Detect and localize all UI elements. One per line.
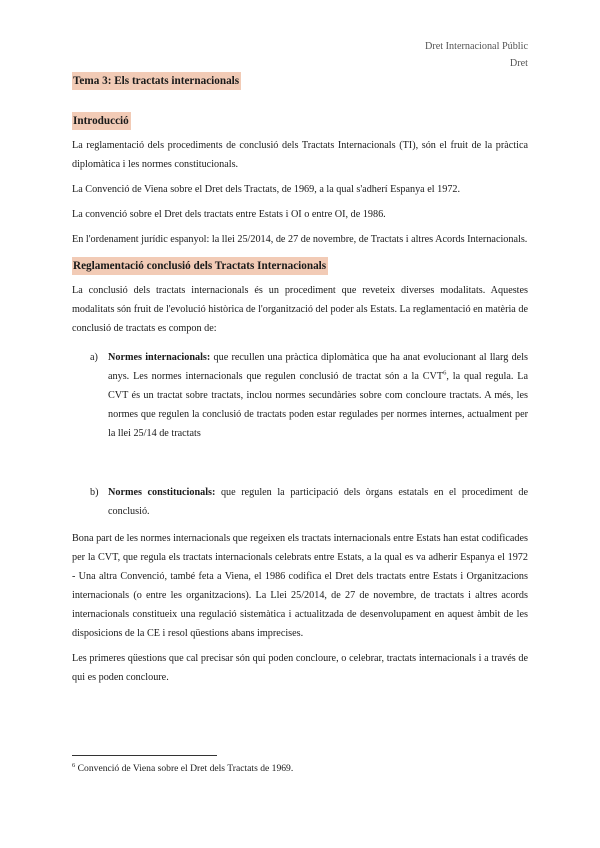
list-marker-b: b) bbox=[90, 487, 99, 498]
footnote-separator bbox=[72, 755, 217, 756]
reg-paragraph-3: Les primeres qüestions que cal precisar són qui poden concloure, o celebrar, tractats internacionals i a través de qui es poden concloure. bbox=[72, 653, 528, 683]
term-normes-internacionals: Normes internacionals: bbox=[108, 352, 211, 363]
footnote bbox=[72, 762, 293, 776]
section-heading-reglamentacio: Reglamentació conclusió dels Tractats Internacionals bbox=[72, 257, 328, 275]
intro-paragraph-4: En l'ordenament jurídic espanyol: la llei 25/2014, de 27 de novembre, de Tractats i altres Acords Internacionals. bbox=[72, 234, 528, 245]
list-text-b: que regulen la participació dels òrgans estatals en el procediment de conclusió. bbox=[108, 487, 528, 517]
document-title: Tema 3: Els tractats internacionals bbox=[72, 72, 241, 90]
intro-paragraph-1: La reglamentació dels procediments de conclusió dels Tractats Internacionals (TI), són el fruit de la pràctica diplomàtica i les normes constitucionals. bbox=[72, 140, 528, 170]
document-body bbox=[72, 70, 528, 693]
list-item-b bbox=[90, 483, 528, 521]
list-body-a bbox=[108, 348, 528, 443]
list-text-a-post: , la qual regula. La CVT és un tractat sobre tractats, inclou normes secundàries sobre com concloure tractats. A més, les normes que regulen la conclusió de tractats poden estar regulades per normes internes, actualment per la llei 25/14 de tractats bbox=[108, 371, 529, 439]
reg-paragraph-1: La conclusió dels tractats internacionals és un procediment que reveteix diverses modalitats. Aquestes modalitats són fruit de l'evolució històrica de l'organització del poder als Estats. La reglamentació en matèria de conclusió de tractats es compon de: bbox=[72, 285, 528, 334]
running-header bbox=[425, 38, 528, 72]
list-text-a-pre: que recullen una pràctica diplomàtica que ha anat evolucionant al llarg dels anys. Les normes internacionals que regulen conclusió de tractat són a la CVT bbox=[108, 352, 528, 382]
footnote-reference[interactable]: 6 bbox=[443, 369, 447, 377]
header-category: Dret bbox=[509, 58, 528, 69]
intro-paragraph-2: La Convenció de Viena sobre el Dret dels Tractats, de 1969, a la qual s'adherí Espanya el 1972. bbox=[72, 184, 461, 195]
section-heading-introduccio: Introducció bbox=[72, 112, 131, 130]
list-body-b bbox=[108, 483, 528, 521]
term-normes-constitucionals: Normes constitucionals: bbox=[108, 487, 216, 498]
footnote-number: 6 bbox=[72, 761, 76, 769]
header-subject: Dret Internacional Públic bbox=[425, 41, 528, 52]
footnote-text: Convenció de Viena sobre el Dret dels Tractats de 1969. bbox=[75, 763, 294, 774]
intro-paragraph-3: La convenció sobre el Dret dels tractats entre Estats i OI o entre OI, de 1986. bbox=[72, 209, 386, 220]
reg-paragraph-2: Bona part de les normes internacionals que regeixen els tractats internacionals entre Estats han estat codificades per la CVT, que regula els tractats internacionals celebrats entre Estats, a la qual es va adherir Espanya el 1972 - Una altra Convenció, també feta a Viena, el 1986 codifica el Dret dels tractats entre Estats i Organitzacions internacionals (o entre les organitzacions). La Llei 25/2014, de 27 de novembre, de tractats i altres acords internacionals constitueix una regulació sistemàtica i actualitzada de desenvolupament en aquest àmbit de les disposicions de la CE i resol qüestions abans imprecises. bbox=[72, 533, 528, 639]
list-item-a bbox=[90, 348, 528, 443]
list-marker-a: a) bbox=[90, 352, 98, 363]
